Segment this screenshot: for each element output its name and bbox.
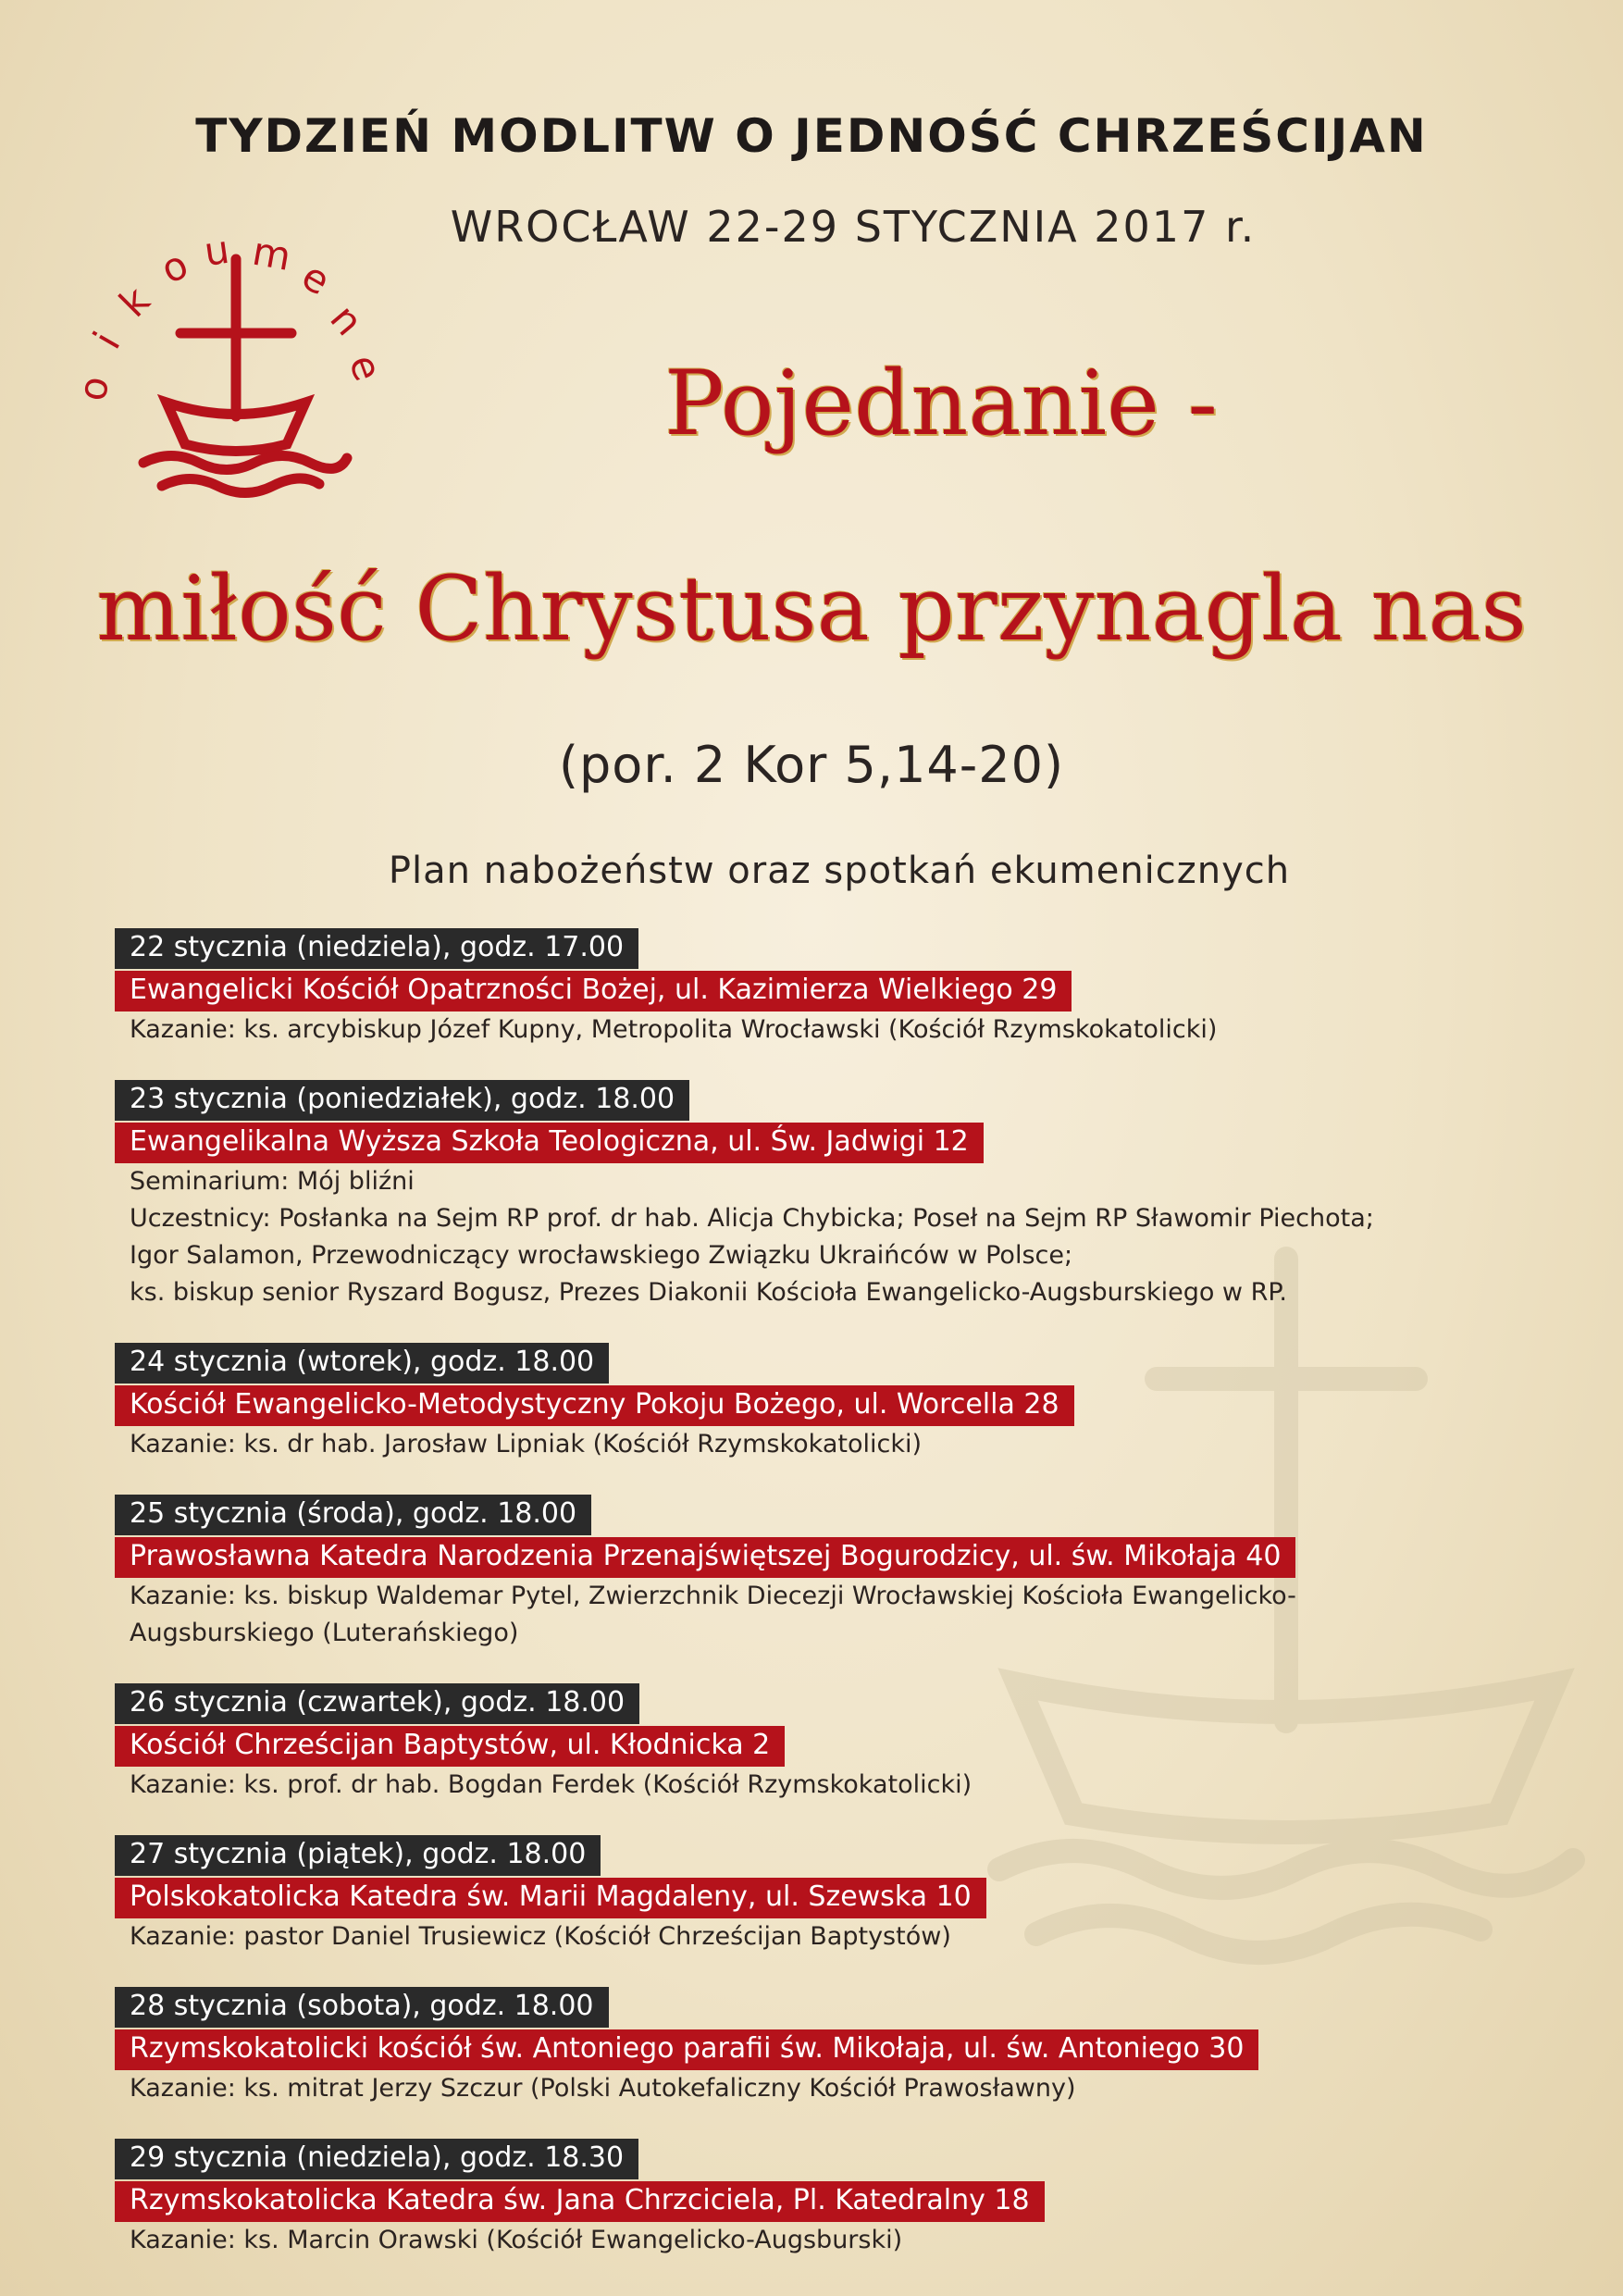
svg-text:m: m [249, 228, 295, 279]
event-detail: Uczestnicy: Posłanka na Sejm RP prof. dr hab. Alicja Chybicka; Poseł na Sejm RP Sławomir Piechota; [130, 1204, 1374, 1233]
event-place: Ewangelicki Kościół Opatrzności Bożej, ul. Kazimierza Wielkiego 29 [115, 971, 1072, 1011]
event-date: 23 stycznia (poniedziałek), godz. 18.00 [115, 1080, 689, 1121]
svg-text:i: i [84, 324, 130, 356]
svg-text:k: k [110, 278, 159, 327]
svg-text:e: e [340, 348, 391, 387]
event-detail: Igor Salamon, Przewodniczący wrocławskiego Związku Ukraińców w Polsce; [130, 1241, 1073, 1270]
event-item [115, 1080, 1558, 1311]
event-date: 29 stycznia (niedziela), godz. 18.30 [115, 2139, 638, 2179]
event-item [115, 1987, 1558, 2107]
event-place: Kościół Ewangelicko-Metodystyczny Pokoju Bożego, ul. Worcella 28 [115, 1385, 1074, 1426]
event-detail: Seminarium: Mój bliźni [130, 1167, 415, 1196]
svg-text:o: o [154, 241, 195, 293]
svg-text:u: u [201, 226, 232, 275]
event-detail: Kazanie: ks. mitrat Jerzy Szczur (Polski Autokefaliczny Kościół Prawosławny) [130, 2074, 1076, 2103]
theme-title-line2: miłość Chrystusa przynagla nas [96, 557, 1527, 661]
header-title: TYDZIEŃ MODLITW O JEDNOŚĆ CHRZEŚCIJAN [195, 109, 1428, 163]
event-detail: Kazanie: ks. dr hab. Jarosław Lipniak (Kościół Rzymskokatolicki) [130, 1430, 922, 1458]
event-item [115, 1835, 1558, 1955]
event-place: Rzymskokatolicka Katedra św. Jana Chrzciciela, Pl. Katedralny 18 [115, 2181, 1045, 2222]
event-detail: Kazanie: ks. biskup Waldemar Pytel, Zwierzchnik Diecezji Wrocławskiej Kościoła Ewangelicko- [130, 1582, 1296, 1610]
event-detail: Kazanie: pastor Daniel Trusiewicz (Kościół Chrześcijan Baptystów) [130, 1922, 951, 1951]
event-date: 26 stycznia (czwartek), godz. 18.00 [115, 1683, 639, 1724]
event-place: Prawosławna Katedra Narodzenia Przenajświętszej Bogurodzicy, ul. św. Mikołaja 40 [115, 1537, 1295, 1578]
svg-text:n: n [321, 295, 372, 344]
event-date: 27 stycznia (piątek), godz. 18.00 [115, 1835, 601, 1876]
event-item [115, 1343, 1558, 1463]
event-place: Polskokatolicka Katedra św. Marii Magdaleny, ul. Szewska 10 [115, 1878, 986, 1918]
event-detail: Kazanie: ks. arcybiskup Józef Kupny, Metropolita Wrocławski (Kościół Rzymskokatolicki) [130, 1015, 1218, 1044]
event-date: 24 stycznia (wtorek), godz. 18.00 [115, 1343, 609, 1384]
event-item [115, 1495, 1558, 1652]
svg-text:o: o [68, 372, 118, 404]
event-place: Ewangelikalna Wyższa Szkoła Teologiczna, ul. Św. Jadwigi 12 [115, 1123, 984, 1163]
plan-heading: Plan nabożeństw oraz spotkań ekumenicznych [388, 850, 1291, 892]
event-place: Rzymskokatolicki kościół św. Antoniego parafii św. Mikołaja, ul. św. Antoniego 30 [115, 2029, 1258, 2070]
theme-title-line1: Pojednanie - [664, 352, 1218, 455]
event-place: Kościół Chrześcijan Baptystów, ul. Kłodnicka 2 [115, 1726, 785, 1767]
event-item [115, 928, 1558, 1049]
event-item [115, 1683, 1558, 1804]
event-detail: ks. biskup senior Ryszard Bogusz, Prezes Diakonii Kościoła Ewangelicko-Augsburskiego w RP. [130, 1278, 1288, 1307]
event-detail: Kazanie: ks. prof. dr hab. Bogdan Ferdek (Kościół Rzymskokatolicki) [130, 1770, 973, 1799]
events-list [115, 928, 1558, 2290]
bible-reference: (por. 2 Kor 5,14-20) [558, 736, 1065, 794]
event-date: 28 stycznia (sobota), godz. 18.00 [115, 1987, 609, 2028]
event-detail: Augsburskiego (Luterańskiego) [130, 1619, 519, 1647]
event-date: 25 stycznia (środa), godz. 18.00 [115, 1495, 591, 1535]
header-subtitle: WROCŁAW 22-29 STYCZNIA 2017 r. [450, 202, 1257, 252]
event-detail: Kazanie: ks. Marcin Orawski (Kościół Ewangelicko-Augsburski) [130, 2226, 903, 2254]
event-date: 22 stycznia (niedziela), godz. 17.00 [115, 928, 638, 969]
svg-text:e: e [294, 253, 338, 304]
event-item [115, 2139, 1558, 2259]
